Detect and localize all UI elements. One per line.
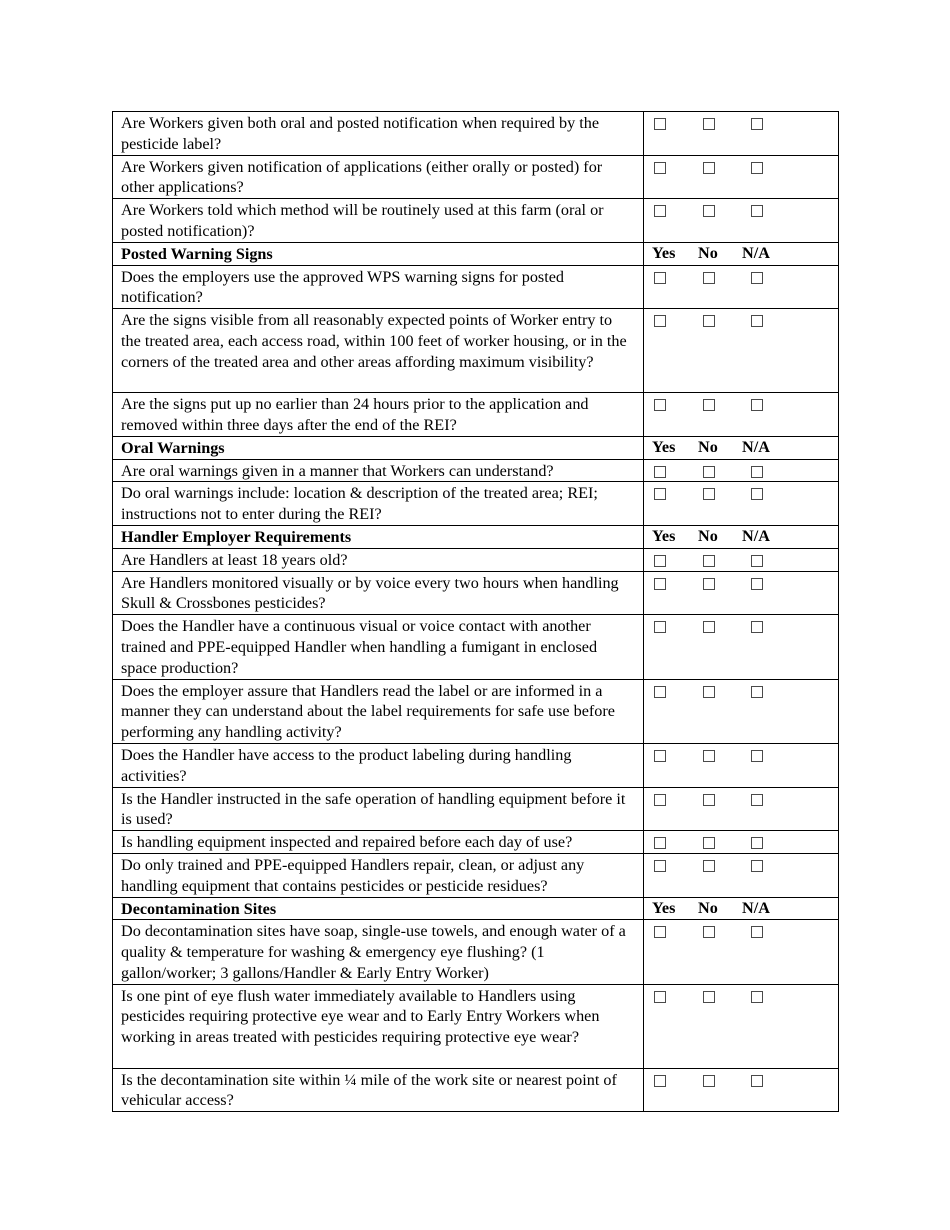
question-text: Are Handlers at least 18 years old? xyxy=(113,548,644,571)
no-checkbox[interactable] xyxy=(703,794,715,806)
column-headers xyxy=(644,525,839,548)
answer-options xyxy=(644,984,839,1068)
na-checkbox[interactable] xyxy=(751,205,763,217)
question-row xyxy=(113,548,839,571)
na-checkbox[interactable] xyxy=(751,621,763,633)
yes-checkbox[interactable] xyxy=(654,991,666,1003)
answer-options xyxy=(644,679,839,743)
question-text: Does the employer assure that Handlers read the label or are informed in a manner they can understand about the label requirements for safe use before performing any handling activity? xyxy=(113,679,644,743)
yes-checkbox[interactable] xyxy=(654,118,666,130)
question-text: Are the signs put up no earlier than 24 hours prior to the application and removed within three days after the end of the REI? xyxy=(113,393,644,437)
no-column-label: No xyxy=(698,437,718,456)
question-row xyxy=(113,265,839,309)
column-headers xyxy=(644,436,839,459)
yes-column-label: Yes xyxy=(652,437,676,456)
question-row xyxy=(113,743,839,787)
yes-checkbox[interactable] xyxy=(654,794,666,806)
no-checkbox[interactable] xyxy=(703,162,715,174)
na-column-label: N/A xyxy=(742,437,770,456)
checklist-body xyxy=(113,112,839,1112)
question-text: Do decontamination sites have soap, single-use towels, and enough water of a quality & temperature for washing & emergency eye flushing? (1 gallon/worker; 3 gallons/Handler & Early Entry Worker) xyxy=(113,920,644,984)
no-column-label: No xyxy=(698,898,718,917)
checklist-table xyxy=(112,111,839,1112)
question-row xyxy=(113,571,839,615)
no-checkbox[interactable] xyxy=(703,1075,715,1087)
question-text: Are the signs visible from all reasonably expected points of Worker entry to the treated area, each access road, within 100 feet of worker housing, or in the corners of the treated area and other areas affording maximum visibility? xyxy=(113,309,644,393)
section-title: Oral Warnings xyxy=(113,436,644,459)
no-checkbox[interactable] xyxy=(703,399,715,411)
question-text: Are Workers given notification of applications (either orally or posted) for other applications? xyxy=(113,155,644,199)
section-header-row xyxy=(113,242,839,265)
yes-checkbox[interactable] xyxy=(654,621,666,633)
answer-options xyxy=(644,831,839,854)
question-row xyxy=(113,309,839,393)
no-checkbox[interactable] xyxy=(703,926,715,938)
na-checkbox[interactable] xyxy=(751,860,763,872)
no-checkbox[interactable] xyxy=(703,837,715,849)
answer-options xyxy=(644,853,839,897)
no-column-label: No xyxy=(698,526,718,545)
question-row xyxy=(113,984,839,1068)
na-checkbox[interactable] xyxy=(751,399,763,411)
question-text: Do oral warnings include: location & description of the treated area; REI; instructions not to enter during the REI? xyxy=(113,482,644,526)
question-text: Does the employers use the approved WPS warning signs for posted notification? xyxy=(113,265,644,309)
no-checkbox[interactable] xyxy=(703,991,715,1003)
answer-options xyxy=(644,1068,839,1112)
answer-options xyxy=(644,393,839,437)
no-column-label: No xyxy=(698,243,718,262)
no-checkbox[interactable] xyxy=(703,488,715,500)
yes-checkbox[interactable] xyxy=(654,860,666,872)
no-checkbox[interactable] xyxy=(703,118,715,130)
question-text: Is the Handler instructed in the safe operation of handling equipment before it is used? xyxy=(113,787,644,831)
yes-checkbox[interactable] xyxy=(654,162,666,174)
no-checkbox[interactable] xyxy=(703,578,715,590)
no-checkbox[interactable] xyxy=(703,315,715,327)
column-headers xyxy=(644,242,839,265)
yes-checkbox[interactable] xyxy=(654,488,666,500)
answer-options xyxy=(644,155,839,199)
na-checkbox[interactable] xyxy=(751,750,763,762)
yes-checkbox[interactable] xyxy=(654,750,666,762)
question-text: Do only trained and PPE-equipped Handlers repair, clean, or adjust any handling equipment that contains pesticides or pesticide residues? xyxy=(113,853,644,897)
na-checkbox[interactable] xyxy=(751,686,763,698)
question-row xyxy=(113,679,839,743)
no-checkbox[interactable] xyxy=(703,621,715,633)
answer-options xyxy=(644,459,839,482)
yes-checkbox[interactable] xyxy=(654,837,666,849)
na-checkbox[interactable] xyxy=(751,118,763,130)
answer-options xyxy=(644,112,839,156)
no-checkbox[interactable] xyxy=(703,205,715,217)
na-checkbox[interactable] xyxy=(751,837,763,849)
column-headers xyxy=(644,897,839,920)
yes-column-label: Yes xyxy=(652,898,676,917)
answer-options xyxy=(644,920,839,984)
answer-options xyxy=(644,615,839,679)
no-checkbox[interactable] xyxy=(703,686,715,698)
answer-options xyxy=(644,571,839,615)
answer-options xyxy=(644,743,839,787)
question-row xyxy=(113,199,839,243)
na-checkbox[interactable] xyxy=(751,991,763,1003)
na-column-label: N/A xyxy=(742,526,770,545)
section-header-row xyxy=(113,897,839,920)
na-column-label: N/A xyxy=(742,898,770,917)
no-checkbox[interactable] xyxy=(703,272,715,284)
no-checkbox[interactable] xyxy=(703,466,715,478)
question-text: Is handling equipment inspected and repaired before each day of use? xyxy=(113,831,644,854)
question-row xyxy=(113,920,839,984)
answer-options xyxy=(644,199,839,243)
yes-checkbox[interactable] xyxy=(654,555,666,567)
question-row xyxy=(113,393,839,437)
yes-column-label: Yes xyxy=(652,243,676,262)
yes-column-label: Yes xyxy=(652,526,676,545)
question-row xyxy=(113,482,839,526)
yes-checkbox[interactable] xyxy=(654,578,666,590)
answer-options xyxy=(644,309,839,393)
no-checkbox[interactable] xyxy=(703,860,715,872)
question-text: Does the Handler have a continuous visual or voice contact with another trained and PPE-equipped Handler when handling a fumigant in enclosed space production? xyxy=(113,615,644,679)
question-text: Is the decontamination site within ¼ mile of the work site or nearest point of vehicular access? xyxy=(113,1068,644,1112)
yes-checkbox[interactable] xyxy=(654,315,666,327)
section-title: Decontamination Sites xyxy=(113,897,644,920)
question-row xyxy=(113,459,839,482)
question-text: Are oral warnings given in a manner that Workers can understand? xyxy=(113,459,644,482)
question-row xyxy=(113,155,839,199)
na-checkbox[interactable] xyxy=(751,1075,763,1087)
na-checkbox[interactable] xyxy=(751,466,763,478)
yes-checkbox[interactable] xyxy=(654,205,666,217)
na-checkbox[interactable] xyxy=(751,794,763,806)
question-row xyxy=(113,615,839,679)
yes-checkbox[interactable] xyxy=(654,399,666,411)
na-checkbox[interactable] xyxy=(751,315,763,327)
na-checkbox[interactable] xyxy=(751,555,763,567)
section-header-row xyxy=(113,525,839,548)
question-text: Are Workers given both oral and posted notification when required by the pesticide label? xyxy=(113,112,644,156)
na-column-label: N/A xyxy=(742,243,770,262)
answer-options xyxy=(644,548,839,571)
na-checkbox[interactable] xyxy=(751,578,763,590)
question-row xyxy=(113,787,839,831)
question-row xyxy=(113,1068,839,1112)
section-title: Handler Employer Requirements xyxy=(113,525,644,548)
na-checkbox[interactable] xyxy=(751,926,763,938)
answer-options xyxy=(644,265,839,309)
yes-checkbox[interactable] xyxy=(654,272,666,284)
na-checkbox[interactable] xyxy=(751,488,763,500)
no-checkbox[interactable] xyxy=(703,750,715,762)
question-row xyxy=(113,112,839,156)
yes-checkbox[interactable] xyxy=(654,1075,666,1087)
question-text: Does the Handler have access to the product labeling during handling activities? xyxy=(113,743,644,787)
question-text: Is one pint of eye flush water immediately available to Handlers using pesticides requiring protective eye wear and to Early Entry Workers when working in areas treated with pesticides requiring protective eye wear? xyxy=(113,984,644,1068)
yes-checkbox[interactable] xyxy=(654,686,666,698)
question-row xyxy=(113,831,839,854)
section-header-row xyxy=(113,436,839,459)
no-checkbox[interactable] xyxy=(703,555,715,567)
na-checkbox[interactable] xyxy=(751,272,763,284)
question-text: Are Workers told which method will be routinely used at this farm (oral or posted notification)? xyxy=(113,199,644,243)
yes-checkbox[interactable] xyxy=(654,466,666,478)
section-title: Posted Warning Signs xyxy=(113,242,644,265)
na-checkbox[interactable] xyxy=(751,162,763,174)
question-row xyxy=(113,853,839,897)
yes-checkbox[interactable] xyxy=(654,926,666,938)
question-text: Are Handlers monitored visually or by voice every two hours when handling Skull & Crossbones pesticides? xyxy=(113,571,644,615)
answer-options xyxy=(644,787,839,831)
answer-options xyxy=(644,482,839,526)
